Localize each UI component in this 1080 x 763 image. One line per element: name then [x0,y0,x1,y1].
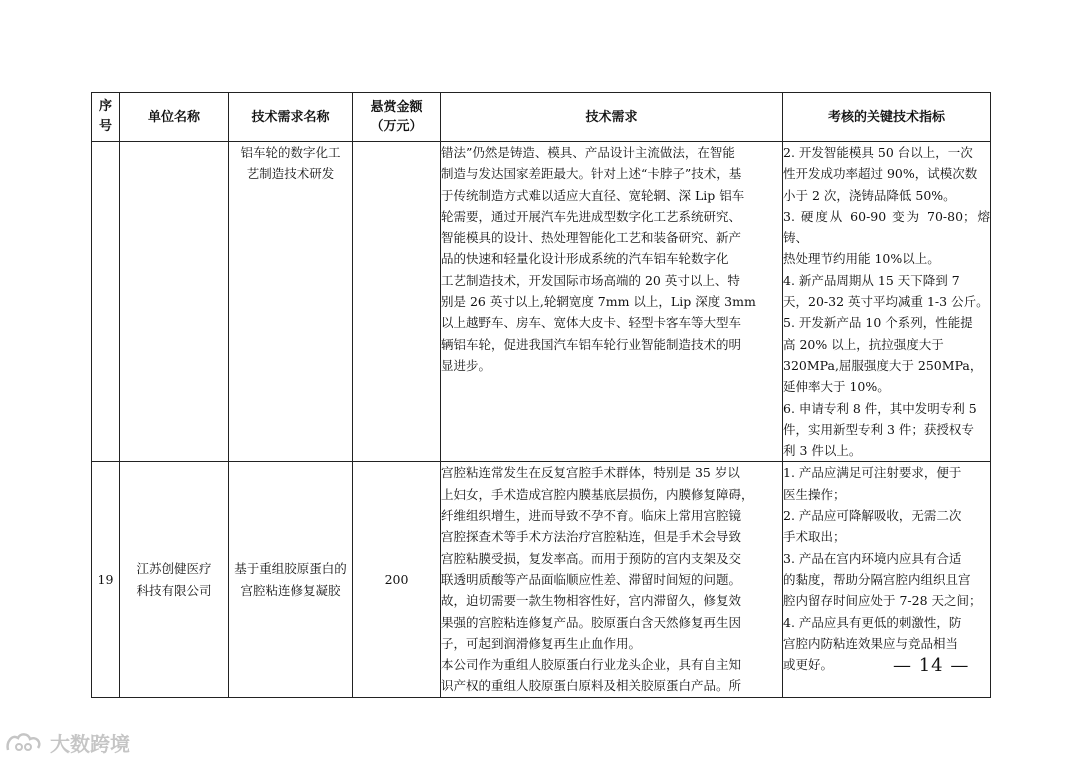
row1-seq [92,142,120,462]
requirement-line: 宫腔粘连常发生在反复宫腔手术群体，特别是 35 岁以 [441,465,740,481]
row2-org-line: 江苏创健医疗 [136,561,212,577]
row1-reward [353,142,441,462]
row1-indicators [783,142,991,462]
table-row [92,142,991,462]
requirement-line: 果强的宫腔粘连修复产品。胶原蛋白含天然修复再生因 [441,614,742,630]
indicator-line: 3. 硬度从 60-90 变为 70-80；熔铸、 [783,208,990,246]
indicator-line: 2. 开发智能模具 50 台以上，一次 [783,145,973,160]
row2-org [120,462,229,697]
header-seq [92,93,120,142]
indicator-line: 的黏度，帮助分隔宫腔内组织且宫 [783,571,971,587]
indicator-line: 腔内留存时间应处于 7-28 天之间； [783,593,982,609]
row2-seq: 19 [92,462,120,697]
requirement-line: 别是 26 英寸以上,轮辋宽度 7mm 以上，Lip 深度 3mm [441,294,756,310]
row2-tech-name-line: 基于重组胶原蛋白的 [234,561,347,577]
requirement-line: 轮需要，通过开展汽车先进成型数字化工艺系统研究、 [441,208,742,224]
row2-tech-name [229,462,353,697]
requirement-line: 上妇女，手术造成宫腔内膜基底层损伤，内膜修复障碍， [441,486,754,502]
row2-org-line: 科技有限公司 [136,582,212,598]
table-header-row [92,93,991,142]
requirement-line: 制造与发达国家差距最大。针对上述“卡脖子”技术，基 [441,166,742,182]
requirement-line: 识产权的重组人胶原蛋白原料及相关胶原蛋白产品。所 [441,678,742,694]
requirement-line: 以上越野车、房车、宽体大皮卡、轻型卡客车等大型车 [441,315,742,331]
tech-requirements-table [91,92,991,698]
row1-tech-name [229,142,353,462]
page-number: — 14 — [893,655,970,676]
indicator-line: 延伸率大于 10%。 [783,379,890,395]
indicator-line: 手术取出； [783,529,846,545]
requirement-line: 宫腔粘膜受损，复发率高。而用于预防的宫内支架及交 [441,550,742,566]
indicator-line: 1. 产品应满足可注射要求，便于 [783,465,962,481]
indicator-line: 天，20-32 英寸平均减重 1-3 公斤。 [783,294,989,310]
row1-requirement [441,142,783,462]
requirement-line: 显进步。 [441,357,492,373]
row2-reward: 200 [353,462,441,697]
row2-requirement [441,462,783,697]
requirement-line: 智能模具的设计、热处理智能化工艺和装备研究、新产 [441,230,742,246]
indicator-line: 2. 产品应可降解吸收，无需二次 [783,508,962,524]
requirement-line: 错法”仍然是铸造、模具、产品设计主流做法，在智能 [441,145,735,160]
indicator-line: 热处理节约用能 10%以上。 [783,251,940,267]
row1-tech-name-line: 铝车轮的数字化工 [240,145,341,160]
indicator-line: 5. 开发新产品 10 个系列，性能提 [783,315,973,331]
requirement-line: 辆铝车轮，促进我国汽车铝车轮行业智能制造技术的明 [441,336,742,352]
row1-org [120,142,229,462]
requirement-line: 子，可起到润滑修复再生止血作用。 [441,635,642,651]
row1-tech-name-line: 艺制造技术研发 [246,166,335,182]
indicator-line: 6. 申请专利 8 件，其中发明专利 5 [783,400,977,416]
watermark-logo-icon [4,730,44,756]
requirement-line: 联透明质酸等产品面临顺应性差、滞留时间短的问题。 [441,571,742,587]
header-reward [353,93,441,142]
requirement-line: 纤维组织增生，进而导致不孕不育。临床上常用宫腔镜 [441,508,742,524]
header-requirement: 技术需求 [441,93,783,142]
watermark-text: 大数跨境 [50,732,130,756]
requirement-line: 故，迫切需要一款生物相容性好，宫内滞留久，修复效 [441,593,742,609]
watermark [4,728,130,757]
requirement-line: 本公司作为重组人胶原蛋白行业龙头企业，具有自主知 [441,657,742,673]
header-tech-name: 技术需求名称 [229,93,353,142]
header-indicators: 考核的关键技术指标 [783,93,991,142]
indicator-line: 宫腔内防粘连效果应与竞品相当 [783,635,959,651]
indicator-line: 高 20% 以上，抗拉强度大于 [783,336,944,352]
header-reward-line-2: （万元） [370,119,423,134]
requirement-line: 宫腔探查术等手术方法治疗宫腔粘连，但是手术会导致 [441,529,742,545]
indicator-line: 利 3 件以上。 [783,443,862,459]
indicator-line: 小于 2 次，浇铸品降低 50%。 [783,187,956,203]
indicator-line: 320MPa,屈服强度大于 250MPa， [783,357,983,373]
header-seq-line-1: 序 [98,99,112,114]
requirement-line: 于传统制造方式难以适应大直径、宽轮辋、深 Lip 铝车 [441,187,745,203]
indicator-line: 4. 新产品周期从 15 天下降到 7 [783,272,960,288]
requirement-line: 品的快速和轻量化设计形成系统的汽车铝车轮数字化 [441,251,729,267]
header-reward-line-1: 悬赏金额 [370,100,423,115]
indicator-line: 性开发成功率超过 90%，试模次数 [783,166,978,182]
table-row [92,462,991,697]
indicator-line: 或更好。 [783,657,834,673]
indicator-line: 医生操作； [783,486,846,502]
header-seq-line-2: 号 [98,119,112,134]
header-org: 单位名称 [120,93,229,142]
indicator-line: 4. 产品应具有更低的刺激性，防 [783,614,962,630]
indicator-line: 件，实用新型专利 3 件；获授权专 [783,421,974,437]
indicator-line: 3. 产品在宫内环境内应具有合适 [783,550,962,566]
row2-tech-name-line: 宫腔粘连修复凝胶 [240,582,341,598]
requirement-line: 工艺制造技术，开发国际市场高端的 20 英寸以上、特 [441,272,740,288]
